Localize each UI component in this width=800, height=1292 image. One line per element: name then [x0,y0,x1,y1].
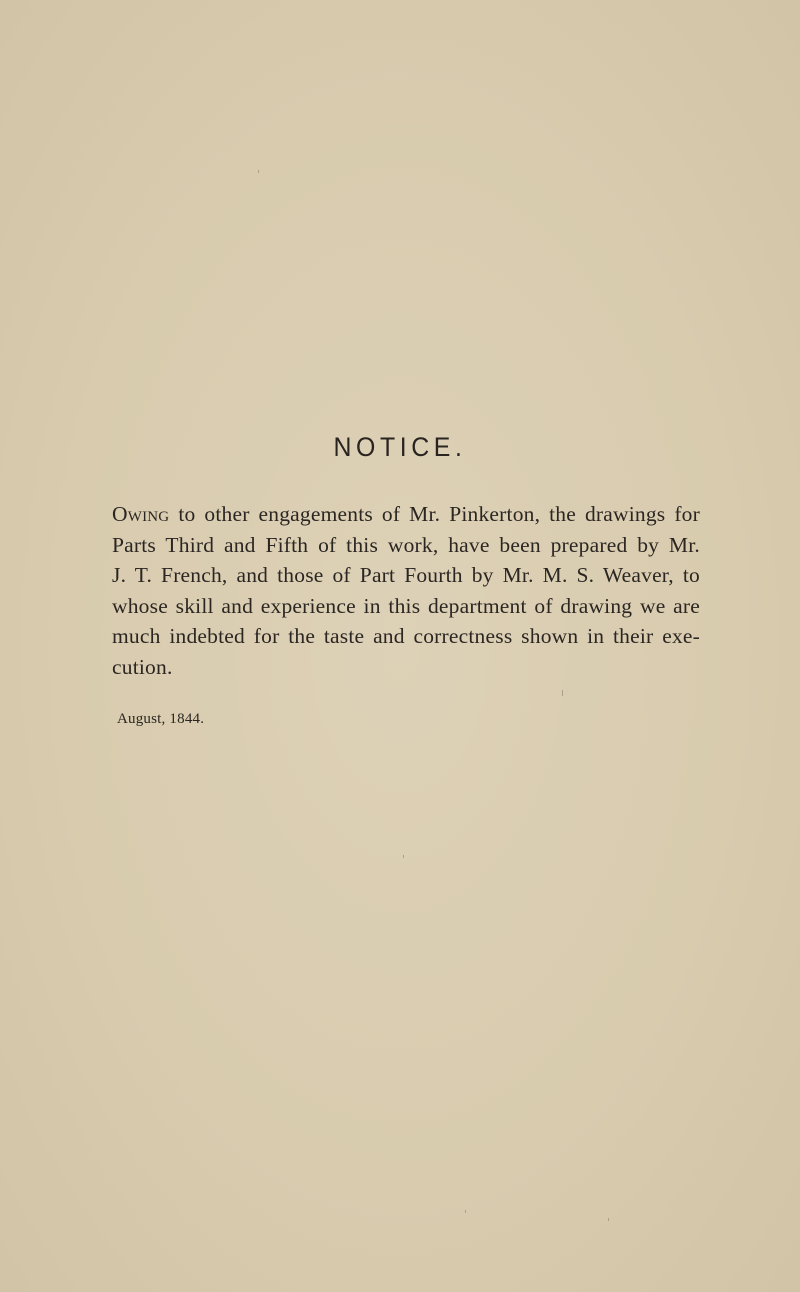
paper-speck [403,855,404,858]
paragraph-line: J. T. French, and those of Part Fourth by Mr. M. S. Weaver, to [112,563,700,587]
page-title: NOTICE. [333,432,467,462]
paragraph-line: much indebted for the taste and correctness shown in their exe- [112,624,700,648]
paper-speck [562,690,563,696]
paper-speck [608,1218,609,1221]
paragraph-line: cution. [112,654,173,679]
paragraph-line: Parts Third and Fifth of this work, have been prepared by Mr. [112,532,700,557]
paragraph-line: Owing to other engagements of Mr. Pinkerton, the drawings for [112,502,700,526]
paragraph-line: whose skill and experience in this department of drawing we are [112,593,700,618]
notice-date: August, 1844. [117,711,205,727]
paper-speck [465,1210,466,1213]
notice-paragraph [112,499,700,682]
paper-speck [258,170,259,173]
